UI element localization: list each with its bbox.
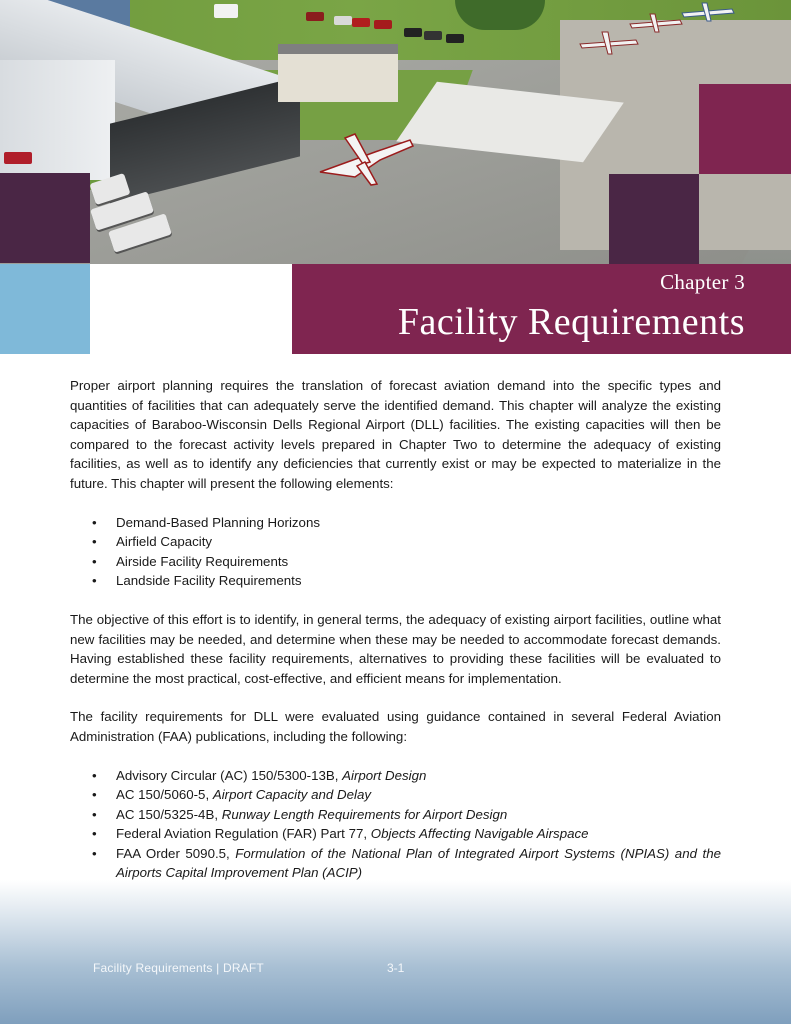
page-footer	[0, 880, 791, 1024]
publication-title: Airport Capacity and Delay	[212, 787, 372, 803]
publication-ref: Federal Aviation Regulation (FAR) Part 77,	[116, 826, 371, 842]
publication-ref: AC 150/5325-4B,	[116, 806, 222, 822]
publication-ref: FAA Order 5090.5,	[116, 845, 236, 861]
car	[404, 28, 422, 37]
guidance-paragraph: The facility requirements for DLL were evaluated using guidance contained in several Federal Aviation Administration (FAA) publications, including the following:	[70, 709, 721, 744]
airplane-icon	[628, 12, 684, 34]
list-item: • Airfield Capacity	[116, 532, 721, 552]
car	[374, 20, 392, 29]
decorative-square-blue	[0, 264, 90, 354]
publication-title: Objects Affecting Navigable Airspace	[370, 826, 589, 842]
publication-ref: AC 150/5060-5,	[116, 787, 213, 803]
objective-paragraph: The objective of this effort is to identify, in general terms, the adequacy of existing airport facilities, outline what new facilities may be needed, and determine when these may be needed to accommodate forecast demands. Having established these facility requirements, alternatives to providing these facilities will be evaluated to determine the most practical, cost-effective, and efficient means for implementation.	[70, 611, 721, 686]
decorative-square-plum-left	[0, 173, 90, 263]
list-item	[116, 766, 721, 786]
publication-title: Airport Design	[342, 767, 427, 783]
intro-paragraph: Proper airport planning requires the translation of forecast aviation demand into the specific types and quantities of facilities that can adequately serve the identified demand. This chapter will analyze the existing capacities of Baraboo-Wisconsin Dells Regional Airport (DLL) facilities. The existing capacities will then be compared to the forecast activity levels prepared in Chapter Two to determine the adequacy of existing facilities, as well as to identify any deficiencies that currently exist or may be expected to materialize in the future. This chapter will present the following elements:	[70, 378, 721, 491]
elements-list	[70, 513, 721, 591]
chapter-label: Chapter 3	[660, 270, 745, 294]
list-item	[116, 805, 721, 825]
list-item: • Demand-Based Planning Horizons	[116, 513, 721, 533]
footer-label: Facility Requirements | DRAFT	[93, 961, 264, 975]
office-building	[278, 44, 398, 102]
list-item	[116, 844, 721, 883]
list-item: • Airside Facility Requirements	[116, 552, 721, 572]
list-item: • Landside Facility Requirements	[116, 571, 721, 591]
publication-title: Formulation of the National Plan of Integrated Airport Systems (NPIAS) and the Airports Capital Improvement Plan (ACIP)	[116, 845, 721, 881]
car	[352, 18, 370, 27]
chapter-banner	[292, 264, 791, 354]
chapter-body	[70, 376, 721, 902]
car	[4, 152, 32, 164]
chapter-title: Facility Requirements	[397, 301, 745, 343]
airplane-icon	[680, 2, 736, 22]
car	[334, 16, 352, 25]
page-number: 3-1	[387, 961, 405, 975]
decorative-square-plum	[609, 174, 699, 264]
publication-ref: Advisory Circular (AC) 150/5300-13B,	[116, 767, 343, 783]
list-item	[116, 785, 721, 805]
list-item	[116, 824, 721, 844]
car	[306, 12, 324, 21]
car	[214, 4, 238, 18]
car	[424, 31, 442, 40]
decorative-square-maroon	[699, 84, 791, 174]
airplane-icon	[315, 132, 415, 187]
car	[446, 34, 464, 43]
publications-list	[70, 766, 721, 884]
publication-title: Runway Length Requirements for Airport Design	[221, 806, 508, 822]
